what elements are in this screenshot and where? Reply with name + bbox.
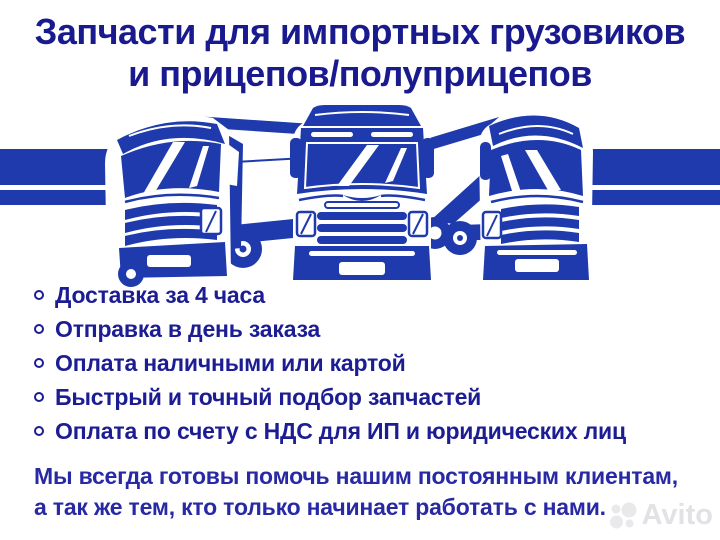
tipper-truck-right-icon — [419, 108, 593, 280]
trucks-illustration-icon — [85, 98, 605, 288]
list-item-label: Оплата наличными или картой — [55, 349, 406, 376]
footer-message — [34, 461, 678, 523]
avito-watermark-label: Avito — [641, 498, 713, 531]
title-line-2: и прицепов/полуприцепов — [128, 53, 592, 94]
list-item — [34, 312, 626, 346]
title-line-1: Запчасти для импортных грузовиков — [34, 11, 686, 52]
list-item — [34, 278, 626, 312]
list-item — [34, 414, 626, 448]
list-item-label: Оплата по счету с НДС для ИП и юридических лиц — [55, 417, 626, 444]
avito-logo-icon — [607, 500, 639, 532]
benefits-list — [34, 278, 626, 448]
footer-line-1: Мы всегда готовы помочь нашим постоянным клиентам, — [34, 463, 678, 489]
avito-watermark — [607, 500, 713, 532]
truck-center-icon — [290, 104, 434, 284]
list-item — [34, 346, 626, 380]
bullet-circle-icon — [34, 392, 44, 402]
bullet-circle-icon — [34, 358, 44, 368]
bullet-circle-icon — [34, 290, 44, 300]
bullet-circle-icon — [34, 324, 44, 334]
list-item-label: Быстрый и точный подбор запчастей — [55, 383, 482, 410]
footer-line-2: а так же тем, кто только начинает работать с нами. — [34, 494, 606, 520]
list-item-label: Доставка за 4 часа — [55, 281, 265, 308]
list-item-label: Отправка в день заказа — [55, 315, 321, 342]
page-title — [0, 11, 720, 95]
bullet-circle-icon — [34, 426, 44, 436]
box-truck-left-icon — [105, 115, 313, 287]
list-item — [34, 380, 626, 414]
